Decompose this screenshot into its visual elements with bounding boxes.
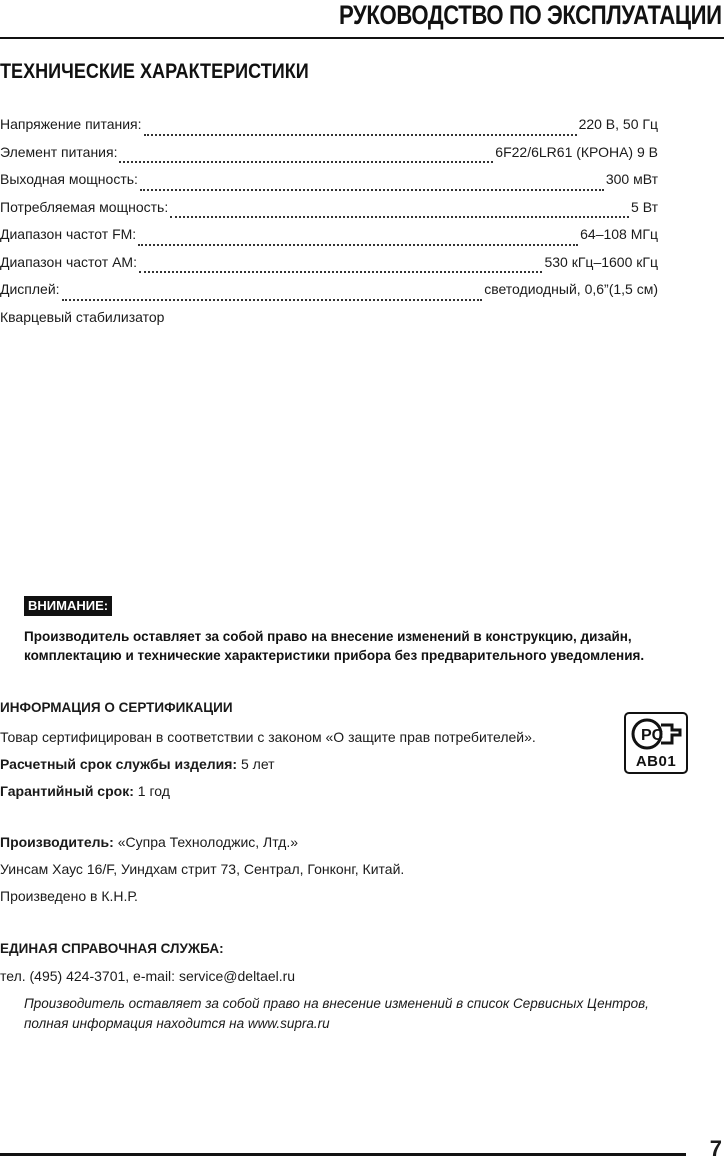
spec-value: 300 мВт xyxy=(605,171,658,187)
spec-note: Кварцевый стабилизатор xyxy=(0,308,165,325)
dot-leader xyxy=(144,133,577,136)
spec-row xyxy=(0,116,658,144)
spec-label: Выходная мощность: xyxy=(0,171,138,187)
spec-label: Дисплей: xyxy=(0,281,60,297)
dot-leader xyxy=(170,215,629,218)
spec-label: Напряжение питания: xyxy=(0,116,142,132)
service-life-value: 5 лет xyxy=(237,756,275,772)
certification-mark xyxy=(624,712,688,774)
manufacturer-address: Уинсам Хаус 16/F, Уиндхам стрит 73, Сентрал, Гонконг, Китай. xyxy=(0,861,405,877)
spec-row xyxy=(0,226,658,254)
spec-value: 530 кГц–1600 кГц xyxy=(544,253,658,270)
footer-divider xyxy=(0,1153,686,1156)
spec-label: Диапазон частот FM: xyxy=(0,226,137,242)
manufacturer xyxy=(0,834,298,850)
warning-text: Производитель оставляет за собой право на внесение изменений в конструкцию, дизайн, комплектацию и технические характеристики прибора без предварительного уведомления. xyxy=(24,629,645,663)
spec-value: 6F22/6LR61 (КРОНА) 9 В xyxy=(495,143,658,160)
certification-statement: Товар сертифицирован в соответствии с законом «О защите прав потребителей». xyxy=(0,729,536,745)
specs-section-title: ТЕХНИЧЕСКИЕ ХАРАКТЕРИСТИКИ xyxy=(0,60,309,83)
support-note: Производитель оставляет за собой право на внесение изменений в список Сервисных Центров, полная информация находится на www.supra.ru xyxy=(24,996,649,1031)
support-title: ЕДИНАЯ СПРАВОЧНАЯ СЛУЖБА: xyxy=(0,941,224,956)
warranty-value: 1 год xyxy=(133,783,170,799)
specs-list xyxy=(0,116,658,336)
spec-label: Диапазон частот AM: xyxy=(0,253,137,270)
warranty xyxy=(0,783,170,799)
spec-row xyxy=(0,281,658,309)
spec-value: 220 В, 50 Гц xyxy=(578,116,658,132)
spec-row xyxy=(0,254,658,282)
warning-badge: ВНИМАНИЕ: xyxy=(24,596,112,616)
dot-leader xyxy=(119,160,493,163)
certification-code: АВ01 xyxy=(635,753,677,770)
spec-value: светодиодный, 0,6”(1,5 см) xyxy=(484,281,658,297)
dot-leader xyxy=(140,188,604,191)
pct-mark-icon xyxy=(630,717,684,751)
manufacturer-name: «Супра Технолоджис, Лтд.» xyxy=(113,834,299,850)
dot-leader xyxy=(139,270,542,273)
certification-title: ИНФОРМАЦИЯ О СЕРТИФИКАЦИИ xyxy=(0,700,233,715)
manufacturer-label: Производитель: xyxy=(0,834,114,850)
page-header-title: РУКОВОДСТВО ПО ЭКСПЛУАТАЦИИ xyxy=(339,0,722,30)
service-life xyxy=(0,756,275,772)
spec-value: 5 Вт xyxy=(631,198,658,215)
pct-mark-letters: PC xyxy=(641,727,664,744)
spec-label: Элемент питания: xyxy=(0,143,118,160)
spec-row xyxy=(0,144,658,172)
spec-row xyxy=(0,199,658,227)
dot-leader xyxy=(138,243,578,246)
spec-row xyxy=(0,171,658,199)
support-contacts: тел. (495) 424-3701, e-mail: service@deltael.ru xyxy=(0,968,296,984)
spec-value: 64–108 МГц xyxy=(580,226,658,242)
manufacturer-origin: Произведено в К.Н.Р. xyxy=(0,888,138,904)
header-divider xyxy=(0,37,724,39)
service-life-label: Расчетный срок службы изделия: xyxy=(0,756,238,772)
warranty-label: Гарантийный срок: xyxy=(0,783,134,799)
dot-leader xyxy=(62,298,483,301)
spec-label: Потребляемая мощность: xyxy=(0,198,169,215)
page-number: 7 xyxy=(709,1136,722,1161)
